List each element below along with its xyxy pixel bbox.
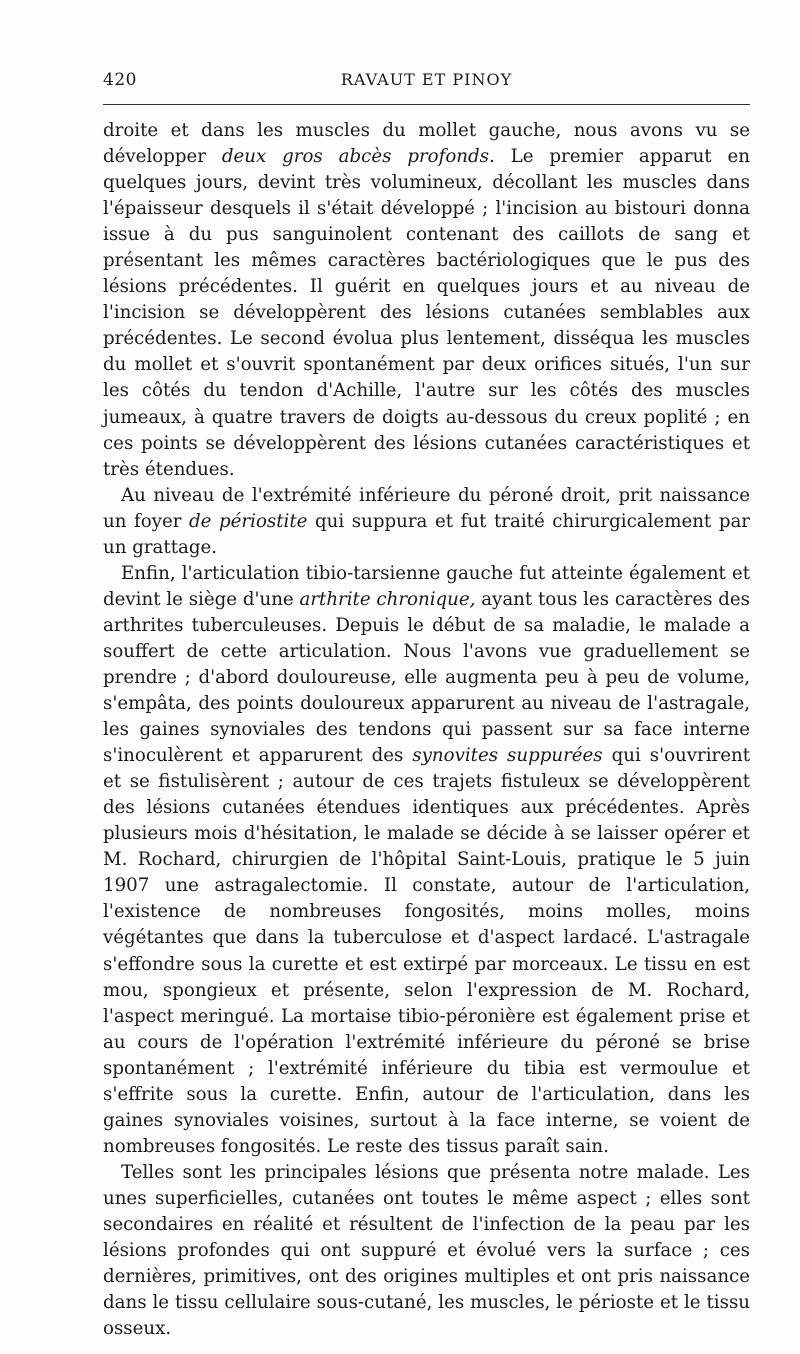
- paragraph: [103, 1160, 750, 1342]
- text-run: . Le premier apparut en quelques jours, devint très volumineux, décollant les muscles dans l'épaisseur desquels il s'était développé ; l'incision au bistouri donna issue à du pus sanguinolent contenant des caillots de sang et présentant les mêmes caractères bactériologiques que le pus des lésions précédentes. Il guérit en quelques jours et au niveau de l'incision se développèrent des lésions cutanées semblables aux précédentes. Le second évolua plus lentement, disséqua les muscles du mollet et s'ouvrit spontanément par deux orifices situés, l'un sur les côtés du tendon d'Achille, l'autre sur les côtés des muscles jumeaux, à quatre travers de doigts au-dessous du creux poplité ; en ces points se développèrent des lésions cutanées caractéristiques et très étendues.: [103, 146, 750, 480]
- italic-text: synovites suppurées: [412, 745, 603, 767]
- paragraph: [103, 483, 750, 561]
- page-number: 420: [103, 70, 137, 90]
- text-run: Telles sont les principales lésions que présenta notre malade. Les unes superficielles, cutanées ont toutes le même aspect ; elles sont secondaires en réalité et résultent de l'infection de la peau par les lésions profondes qui ont suppuré et évolué vers la surface ; ces dernières, primitives, ont des origines multiples et ont pris naissance dans le tissu cellulaire sous-cutané, les muscles, le périoste et le tissu osseux.: [103, 1161, 750, 1340]
- paragraph: [103, 561, 750, 1160]
- header-rule: [103, 104, 750, 105]
- italic-text: deux gros abcès profonds: [221, 146, 489, 168]
- text-run: droite et dans les muscles du mollet gauche, nous avons vu se développer: [103, 120, 750, 168]
- text-run: Au niveau de l'extrémité inférieure du péroné droit, prit naissance un foyer: [103, 484, 750, 532]
- text-run: ayant tous les caractères des arthrites tuberculeuses. Depuis le début de sa maladie, le malade a souffert de cette articulation. Nous l'avons vue graduellement se prendre ; d'abord douloureuse, elle augmenta peu à peu de volume, s'empâta, des points douloureux apparurent au niveau de l'astragale, les gaines synoviales des tendons qui passent sur sa face interne s'inoculèrent et apparurent des: [103, 588, 750, 767]
- paragraph: [103, 118, 750, 483]
- text-run: Enfin, l'articulation tibio-tarsienne gauche fut atteinte également et devint le siège d'une: [103, 562, 750, 610]
- running-head: RAVAUT ET PINOY: [340, 70, 513, 89]
- text-run: qui s'ouvrirent et se fistulisèrent ; autour de ces trajets fistuleux se développèrent des lésions cutanées étendues identiques aux précédentes. Après plusieurs mois d'hésitation, le malade se décide à se laisser opérer et M. Rochard, chirurgien de l'hôpital Saint-Louis, pratique le 5 juin 1907 une astragalectomie. Il constate, autour de l'articulation, l'existence de nombreuses fongosités, moins molles, moins végétantes que dans la tuberculose et d'aspect lardacé. L'astragale s'effondre sous la curette et est extirpé par morceaux. Le tissu en est mou, spongieux et présente, selon l'expression de M. Rochard, l'aspect meringué. La mortaise tibio-péronière est également prise et au cours de l'opération l'extrémité inférieure du péroné se brise spontanément ; l'extrémité inférieure du tibia est vermoulue et s'effrite sous la curette. Enfin, autour de l'articulation, dans les gaines synoviales voisines, surtout à la face interne, se voient de nombreuses fongosités. Le reste des tissus paraît sain.: [103, 745, 750, 1157]
- body-text: [103, 118, 750, 1342]
- text-run: qui suppura et fut traité chirurgicalement par un grattage.: [103, 510, 750, 558]
- page-header: [103, 70, 750, 96]
- italic-text: arthrite chronique,: [299, 588, 476, 610]
- italic-text: de périostite: [189, 510, 308, 532]
